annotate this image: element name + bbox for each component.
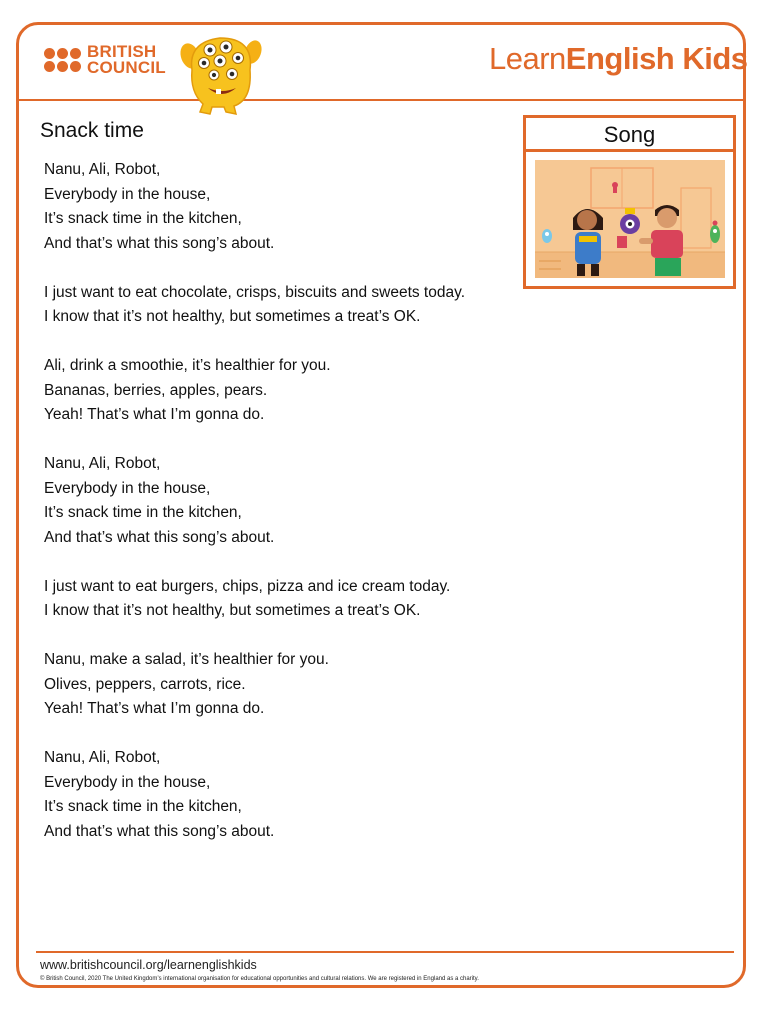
lyric-line: Nanu, Ali, Robot, (44, 749, 161, 766)
page-title: Snack time (40, 119, 144, 142)
small-robot-left-icon (542, 229, 552, 243)
song-label: Song (526, 118, 733, 152)
lyric-line: And that’s what this song’s about. (44, 822, 275, 840)
lyric-line: It’s snack time in the kitchen, (44, 210, 242, 227)
lyric-stanza (44, 281, 524, 330)
footer-url[interactable]: www.britishcouncil.org/learnenglishkids (40, 958, 257, 972)
kitchen-illustration (535, 160, 725, 278)
lyric-line: It’s snack time in the kitchen, (44, 798, 242, 815)
lyric-line: I know that it’s not healthy, but sometimes a treat’s OK. (44, 308, 421, 325)
header-divider (19, 99, 743, 101)
lyric-stanza (44, 158, 524, 256)
monster-mascot-icon (176, 30, 266, 115)
lyric-line: Nanu, make a salad, it’s healthier for you. (44, 651, 329, 668)
lyric-line: Ali, drink a smoothie, it’s healthier for you. (44, 357, 331, 374)
lyric-line: Everybody in the house, (44, 479, 211, 497)
lyric-line: Bananas, berries, apples, pears. (44, 381, 268, 399)
lyric-line: I just want to eat chocolate, crisps, biscuits and sweets today. (44, 283, 466, 301)
lyric-line: And that’s what this song’s about. (44, 528, 275, 546)
lyric-stanza (44, 575, 524, 624)
footer-copyright: © British Council, 2020 The United Kingdom’s international organisation for educational opportunities and cultural relations. We are registered in England as a charity. (40, 976, 479, 982)
lyric-line: I just want to eat burgers, chips, pizza and ice cream today. (44, 577, 451, 595)
song-box (523, 115, 736, 289)
logo-line-1: BRITISH (87, 42, 157, 61)
song-lyrics (44, 158, 524, 869)
lyric-line: Nanu, Ali, Robot, (44, 161, 161, 178)
lyric-line: Nanu, Ali, Robot, (44, 455, 161, 472)
lyric-stanza (44, 648, 524, 722)
lyric-line: I know that it’s not healthy, but sometimes a treat’s OK. (44, 602, 421, 619)
lyric-line: Everybody in the house, (44, 185, 211, 203)
brand-light-text: Learn (489, 41, 566, 76)
lyric-line: And that’s what this song’s about. (44, 234, 275, 252)
brand-bold-text: English Kids (565, 41, 748, 76)
lyric-line: Everybody in the house, (44, 773, 211, 791)
logo-line-2: COUNCIL (87, 58, 166, 77)
british-council-dots-icon (44, 48, 81, 72)
lyric-line: Yeah! That’s what I’m gonna do. (44, 700, 265, 717)
lyric-stanza (44, 746, 524, 844)
learnenglish-kids-logo (489, 41, 748, 77)
lyric-line: Olives, peppers, carrots, rice. (44, 675, 246, 693)
lyric-line: It’s snack time in the kitchen, (44, 504, 242, 521)
lyric-line: Yeah! That’s what I’m gonna do. (44, 406, 265, 423)
lyric-stanza (44, 452, 524, 550)
british-council-logo (44, 44, 166, 76)
footer-divider (36, 951, 734, 953)
lyric-stanza (44, 354, 524, 428)
